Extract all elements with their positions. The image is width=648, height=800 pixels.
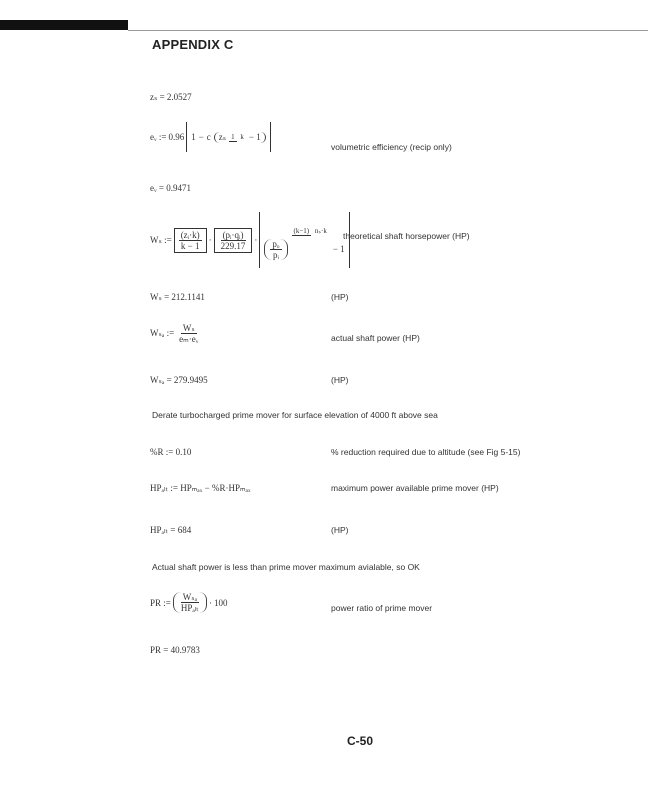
hp-alt-desc: maximum power available prime mover (HP) <box>331 483 499 493</box>
wsa-result: Wₛₐ = 279.9495 <box>150 375 208 385</box>
ev-exp-one: 1 <box>231 133 235 141</box>
ratio-mult: 100 <box>213 597 228 608</box>
ev-bracket: 1 − c zₛ 1 k − 1 <box>186 122 271 152</box>
ws-den2: 229.17 <box>220 240 246 251</box>
ws-pressure-frac <box>270 239 281 260</box>
ev-one: 1 <box>191 132 196 142</box>
ev-paren <box>214 132 266 143</box>
ws-po: pₒ <box>272 238 280 249</box>
wsa-den: eₘ·eᵥ <box>179 334 199 344</box>
ev-lhs: eᵥ := <box>150 132 167 142</box>
ratio-lhs: PR := <box>150 597 171 608</box>
ws-result: Wₛ = 212.1141 <box>150 292 205 302</box>
ws-term1 <box>174 228 207 253</box>
wsa-unit: (HP) <box>331 375 349 385</box>
ratio-den: HPₐₗₜ <box>180 603 199 613</box>
ws-description: theoretical shaft horsepower (HP) <box>343 231 470 241</box>
ev-result: eᵥ = 0.9471 <box>150 183 191 193</box>
percent-reduction-def: %R := 0.10 <box>150 447 192 457</box>
ws-num2: (pᵢ·qᵢ) <box>222 229 244 240</box>
ws-frac2 <box>219 230 248 251</box>
ratio-paren <box>173 592 207 613</box>
ws-exponent <box>292 226 329 236</box>
ev-exponent <box>229 132 246 142</box>
ws-definition: Wₛ := $\frac{\text{(zᵢ·k)}}{k - 1}$ · $\frac{\text{(pᵢ·qᵢ)}}{229.17}$ · $\frac{\text{pₒ}}{\text{pᵢ}}$ (k−1) nₛ·k − 1 <box>150 212 350 268</box>
ev-minus1: − 1 <box>248 132 261 142</box>
ev-c: c <box>206 132 211 142</box>
wsa-lhs: Wₛₐ := <box>150 328 175 338</box>
ws-term3 <box>259 212 349 268</box>
ev-zs: zₛ <box>218 131 227 142</box>
power-ratio-result: PR = 40.9783 <box>150 645 200 655</box>
power-ratio-desc: power ratio of prime mover <box>331 603 433 613</box>
header-rule <box>128 30 648 31</box>
ws-frac1 <box>179 230 202 251</box>
ws-term2 <box>214 228 253 253</box>
derate-note: Derate turbocharged prime mover for surface elevation of 4000 ft above sea <box>152 410 438 420</box>
ok-note: Actual shaft power is less than prime mover maximum avialable, so OK <box>152 562 420 572</box>
ws-pressure-paren <box>264 239 287 260</box>
ws-lhs: Wₛ := <box>150 234 172 245</box>
wsa-frac <box>177 323 200 344</box>
zs-result: zₛ = 2.0527 <box>150 92 192 102</box>
ws-unit: (HP) <box>331 292 349 302</box>
ev-description: volumetric efficiency (recip only) <box>331 142 452 152</box>
page-number: C-50 <box>347 734 374 748</box>
hp-alt-def: HPₐₗₜ := HPₘₐₓ − %R·HPₘₐₓ <box>150 483 251 493</box>
ws-minus1: − 1 <box>332 244 345 254</box>
ev-coef: 0.96 <box>168 132 185 142</box>
wsa-description: actual shaft power (HP) <box>331 333 420 343</box>
wsa-definition <box>150 323 201 344</box>
ratio-num: Wₛₐ <box>182 592 198 602</box>
ev-exp-k: k <box>240 133 244 141</box>
ws-exp-den: nₛ·k <box>314 227 327 235</box>
ev-definition <box>150 122 271 152</box>
wsa-num: Wₛ <box>182 323 195 333</box>
percent-reduction-desc: % reduction required due to altitude (see Fig 5-15) <box>331 447 521 457</box>
hp-alt-unit: (HP) <box>331 525 349 535</box>
ws-pi: pᵢ <box>272 249 279 260</box>
appendix-title: APPENDIX C <box>152 37 234 52</box>
ratio-frac <box>179 592 201 613</box>
hp-alt-result: HPₐₗₜ = 684 <box>150 525 192 535</box>
ws-num1: (zᵢ·k) <box>180 229 200 240</box>
header-black-bar <box>0 20 128 30</box>
power-ratio-def: PR := $\frac{\text{Wₛₐ}}{\text{HPₐₗₜ}}$ · 100 <box>150 592 228 613</box>
ws-den1: k − 1 <box>180 240 200 251</box>
ws-exp-num: (k−1) <box>293 227 310 235</box>
